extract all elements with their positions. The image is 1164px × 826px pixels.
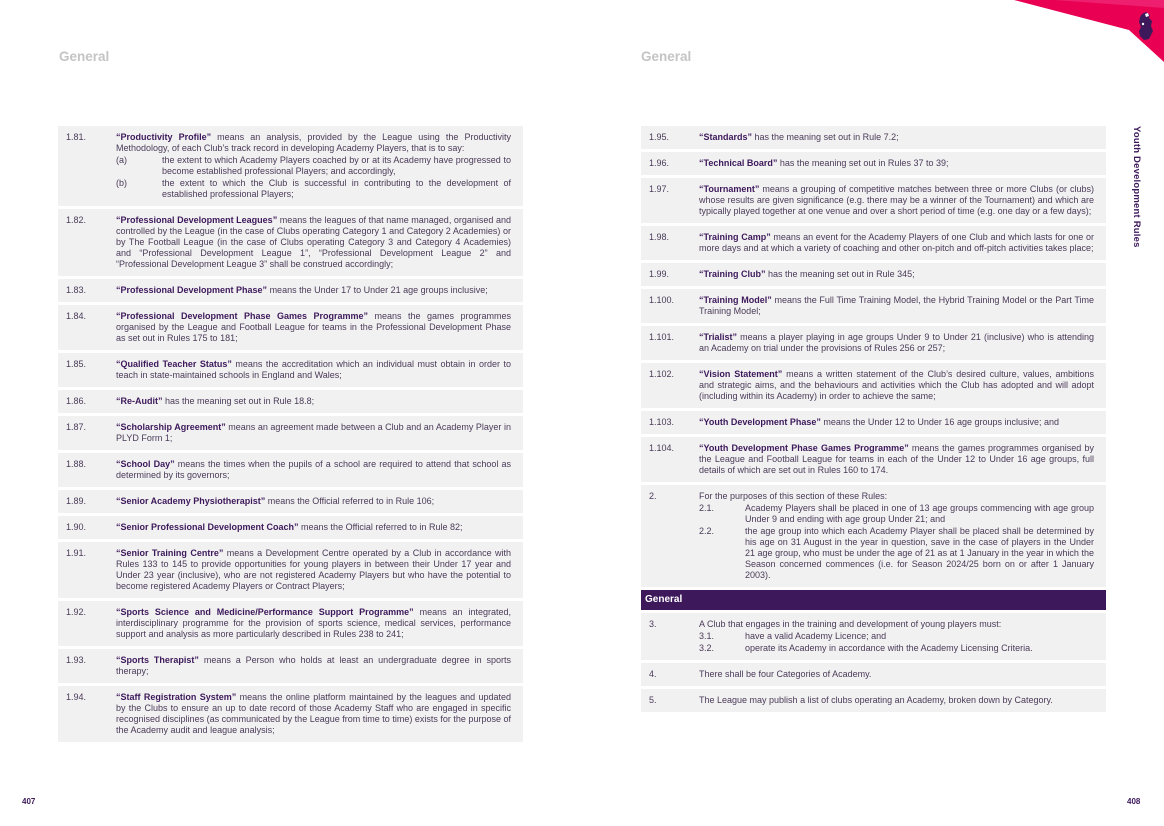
definition-text: means the Under 17 to Under 21 age groups inclusive; — [267, 285, 488, 295]
rule-text — [116, 285, 511, 296]
sub-clause-number: 3.1. — [699, 631, 715, 641]
rule-number: 1.90. — [66, 522, 87, 532]
definition-text: means the Full Time Training Model, the Hybrid Training Model or the Part Time Training Model; — [699, 295, 1094, 316]
rule-number: 3. — [649, 619, 657, 629]
definition-text: means a player playing in age groups Under 9 to Under 21 (inclusive) who is attending an Academy on trial under the provisions of Rules 256 or 257; — [699, 332, 1094, 353]
rule-row — [58, 353, 523, 387]
rule-number: 4. — [649, 669, 657, 679]
rule-text — [699, 295, 1094, 317]
rule-number: 1.85. — [66, 359, 87, 369]
rule-body — [699, 295, 1094, 317]
rule-row — [641, 689, 1106, 712]
rule-number: 1.104. — [649, 443, 675, 453]
sub-clause — [699, 526, 1094, 581]
definition-text: means the Official referred to in Rule 82; — [298, 522, 463, 532]
rule-text — [116, 692, 511, 736]
definition-text: means a written statement of the Club’s desired culture, values, ambitions and strategic aims, and the behaviours and activities which the Club has adopted and will adopt (including within its Academy) in order to achieve the same; — [699, 369, 1094, 401]
rule-number: 1.97. — [649, 184, 670, 194]
rule-text — [116, 132, 511, 200]
rule-row — [641, 411, 1106, 434]
defined-term: “Senior Academy Physiotherapist” — [116, 496, 266, 506]
rule-row — [641, 226, 1106, 260]
sub-clause — [116, 178, 511, 200]
rule-text — [116, 311, 511, 344]
defined-term: “Standards” — [699, 132, 753, 142]
rule-text — [699, 417, 1094, 428]
left-column — [58, 126, 523, 745]
definition-text: means the online platform maintained by the leagues and updated by the Clubs to ensure an up to date record of those Academy Staff who are engaged in specific recognised disciplines (as communicated by the League from time to time) exists for the purpose of the Academy audit and league analysis; — [116, 692, 511, 735]
sub-clause-number: 3.2. — [699, 643, 715, 653]
rule-row — [58, 416, 523, 450]
defined-term: “Staff Registration System” — [116, 692, 237, 702]
rule-row — [58, 390, 523, 413]
rule-row — [641, 263, 1106, 286]
sub-clause — [116, 155, 511, 177]
definition-text: means the Under 12 to Under 16 age groups inclusive; and — [820, 417, 1060, 427]
definition-text: The League may publish a list of clubs operating an Academy, broken down by Category. — [699, 695, 1053, 705]
defined-term: “Trialist” — [699, 332, 738, 342]
rule-text — [699, 369, 1094, 402]
rule-number: 1.88. — [66, 459, 87, 469]
sub-clause-text: the extent to which Academy Players coached by or at its Academy have progressed to become established professional Players; and accordingly, — [162, 155, 511, 176]
rule-body — [116, 215, 511, 270]
rule-body — [699, 184, 1094, 217]
rule-text — [699, 158, 1094, 169]
rule-number: 1.98. — [649, 232, 670, 242]
rule-body — [699, 619, 1094, 630]
rule-row — [58, 516, 523, 539]
defined-term: “Tournament” — [699, 184, 760, 194]
rule-number: 1.86. — [66, 396, 87, 406]
rule-body — [116, 496, 511, 507]
rule-text — [116, 459, 511, 481]
rule-text — [699, 619, 1094, 654]
definition-text: means the accreditation which an individual must obtain in order to teach in state-maintained schools in England and Wales; — [116, 359, 511, 380]
definition-text: For the purposes of this section of these Rules: — [699, 491, 888, 501]
rule-number: 1.81. — [66, 132, 87, 142]
rule-body — [699, 369, 1094, 402]
defined-term: “Professional Development Phase” — [116, 285, 268, 295]
defined-term: “Training Club” — [699, 269, 766, 279]
rule-text — [699, 132, 1094, 143]
definition-text: means an analysis, provided by the League using the Productivity Methodology, of each Club’s track record in developing Academy Players, that is to say: — [116, 132, 511, 153]
rule-body — [116, 422, 511, 444]
rule-body — [116, 548, 511, 592]
rule-text — [699, 332, 1094, 354]
rule-row — [641, 363, 1106, 408]
sub-clause-number: 2.1. — [699, 503, 715, 513]
rule-row — [58, 305, 523, 350]
defined-term: “Youth Development Phase” — [699, 417, 821, 427]
rule-body — [116, 692, 511, 736]
rule-text — [116, 522, 511, 533]
definition-text: has the meaning set out in Rule 7.2; — [752, 132, 899, 142]
corner-banner — [1014, 0, 1164, 70]
definition-text: means the leagues of that name managed, organised and controlled by the League (in the case of Clubs operating Category 1 and Category 2 Academies) or by The Football League (in the case of Clubs operating Category 3 and Category 4 Academies) and “Professional Development League 1”, “Professional Development League 2” and “Professional Development League 3” shall be construed accordingly; — [116, 215, 512, 269]
rule-text — [116, 359, 511, 381]
rule-body — [699, 158, 1094, 169]
rule-body — [116, 359, 511, 381]
rule-body — [116, 655, 511, 677]
rule-body — [116, 285, 511, 296]
rule-row — [641, 326, 1106, 360]
sub-clause-text: Academy Players shall be placed in one of 13 age groups commencing with age group Under 9 and ending with age group Under 21; and — [745, 503, 1094, 524]
rule-body — [116, 396, 511, 407]
defined-term: “Professional Development Phase Games Programme” — [116, 311, 369, 321]
definition-text: has the meaning set out in Rules 37 to 39; — [777, 158, 949, 168]
rule-text — [116, 496, 511, 507]
sub-clause-text: the age group into which each Academy Player shall be placed shall be determined by his age on 31 August in the year in question, save in the case of players in the Under 21 age group, who must be under the age of 21 as at 1 January in the year in which the Season concerned commences (i.e. for Season 2024/25 born on or after 1 January 2003). — [745, 526, 1094, 580]
rule-number: 1.93. — [66, 655, 87, 665]
rule-text — [699, 232, 1094, 254]
rule-number: 1.95. — [649, 132, 670, 142]
rule-number: 1.101. — [649, 332, 675, 342]
rule-body — [116, 311, 511, 344]
rule-number: 1.99. — [649, 269, 670, 279]
rule-row — [641, 178, 1106, 223]
rule-body — [116, 607, 511, 640]
definition-text: means the times when the pupils of a school are required to attend that school as determined by its governors; — [116, 459, 511, 480]
sub-clause — [699, 631, 1094, 642]
page-number-left: 407 — [22, 797, 36, 806]
rule-row — [641, 152, 1106, 175]
definition-text: means a grouping of competitive matches between three or more Clubs (or clubs) whose results are given significance (e.g. there may be a winner of the Tournament) and which are typically played together at one venue and over a short period of time (e.g. one day or a few days); — [699, 184, 1094, 216]
rule-body — [699, 332, 1094, 354]
defined-term: “Qualified Teacher Status” — [116, 359, 232, 369]
rule-body — [699, 232, 1094, 254]
rule-number: 1.96. — [649, 158, 670, 168]
definition-text: has the meaning set out in Rule 345; — [765, 269, 915, 279]
rule-text — [699, 443, 1094, 476]
rule-number: 1.92. — [66, 607, 87, 617]
rule-row — [641, 289, 1106, 323]
defined-term: “Productivity Profile” — [116, 132, 212, 142]
defined-term: “Re-Audit” — [116, 396, 163, 406]
rule-text — [116, 215, 511, 270]
rule-number: 5. — [649, 695, 657, 705]
rule-body — [116, 132, 511, 154]
sub-clause — [699, 643, 1094, 654]
sub-clause-number: (b) — [116, 178, 127, 188]
defined-term: “Youth Development Phase Games Programme” — [699, 443, 909, 453]
rule-text — [699, 491, 1094, 581]
rule-text — [116, 607, 511, 640]
defined-term: “School Day” — [116, 459, 175, 469]
defined-term: “Sports Therapist” — [116, 655, 199, 665]
rule-text — [116, 396, 511, 407]
defined-term: “Training Model” — [699, 295, 772, 305]
defined-term: “Professional Development Leagues” — [116, 215, 278, 225]
definition-text: means an event for the Academy Players of one Club and which lasts for one or more days and at which a variety of coaching and other on-pitch and off-pitch activities takes place; — [699, 232, 1094, 253]
rule-row — [58, 209, 523, 276]
rule-number: 1.94. — [66, 692, 87, 702]
rule-row — [641, 126, 1106, 149]
defined-term: “Senior Training Centre” — [116, 548, 224, 558]
rule-row — [58, 649, 523, 683]
definition-text: means a Person who holds at least an undergraduate degree in sports therapy; — [116, 655, 511, 676]
rule-text — [699, 695, 1094, 706]
rule-number: 1.102. — [649, 369, 675, 379]
defined-term: “Sports Science and Medicine/Performance Support Programme” — [116, 607, 414, 617]
sub-clause-text: operate its Academy in accordance with the Academy Licensing Criteria. — [745, 643, 1033, 653]
definition-text: means an integrated, interdisciplinary programme for the provision of sports science, medical services, performance support and analysis as more particularly described in Rules 238 to 241; — [116, 607, 512, 639]
defined-term: “Training Camp” — [699, 232, 771, 242]
rule-number: 1.83. — [66, 285, 87, 295]
rule-row — [58, 279, 523, 302]
rule-body — [699, 695, 1094, 706]
rule-row — [641, 485, 1106, 587]
rule-number: 1.87. — [66, 422, 87, 432]
page-number-right: 408 — [1127, 797, 1141, 806]
rule-number: 1.82. — [66, 215, 87, 225]
defined-term: “Senior Professional Development Coach” — [116, 522, 299, 532]
rule-row — [58, 490, 523, 513]
rule-row — [58, 453, 523, 487]
rule-number: 1.100. — [649, 295, 675, 305]
definition-text: means the games programmes organised by the League and Football League for teams in each of the Under 12 to Under 16 age groups, full details of which are set out in Rules 160 to 174. — [699, 443, 1094, 475]
definition-text: A Club that engages in the training and development of young players must: — [699, 619, 1002, 629]
side-title: Youth Development Rules — [1131, 126, 1142, 248]
rule-text — [699, 269, 1094, 280]
rule-body — [699, 417, 1094, 428]
sub-clause — [699, 503, 1094, 525]
right-column — [641, 126, 1106, 715]
rule-body — [699, 669, 1094, 680]
rule-body — [699, 443, 1094, 476]
rule-row — [58, 601, 523, 646]
sub-clause-number: 2.2. — [699, 526, 715, 536]
page-header-right: General — [641, 49, 692, 64]
definition-text: There shall be four Categories of Academy. — [699, 669, 872, 679]
rule-number: 1.89. — [66, 496, 87, 506]
rule-body — [699, 491, 1094, 502]
section-heading-general: General — [641, 590, 1106, 610]
defined-term: “Technical Board” — [699, 158, 778, 168]
sub-clause-text: the extent to which the Club is successful in contributing to the development of established professional Players; — [162, 178, 511, 199]
rule-text — [116, 655, 511, 677]
rule-text — [116, 548, 511, 592]
definition-text: means the Official referred to in Rule 106; — [265, 496, 435, 506]
rule-row — [58, 542, 523, 598]
rule-body — [116, 522, 511, 533]
rule-body — [699, 132, 1094, 143]
rule-row — [641, 663, 1106, 686]
rule-number: 1.91. — [66, 548, 87, 558]
defined-term: “Vision Statement” — [699, 369, 783, 379]
rule-row — [641, 437, 1106, 482]
definition-text: means an agreement made between a Club and an Academy Player in PLYD Form 1; — [116, 422, 511, 443]
rule-text — [699, 184, 1094, 217]
rule-row — [58, 126, 523, 206]
sub-clause-text: have a valid Academy Licence; and — [745, 631, 887, 641]
rule-number: 2. — [649, 491, 657, 501]
rule-text — [116, 422, 511, 444]
definition-text: means a Development Centre operated by a Club in accordance with Rules 133 to 145 to provide opportunities for young players in between their Under 17 year and Under 23 year (inclusive), who are not registered Academy Players but who have the potential to become registered Academy Players or Contract Players; — [116, 548, 511, 591]
rule-body — [116, 459, 511, 481]
rule-row — [641, 613, 1106, 660]
definition-text: has the meaning set out in Rule 18.8; — [162, 396, 315, 406]
rule-row — [58, 686, 523, 742]
rule-number: 1.103. — [649, 417, 675, 427]
rule-body — [699, 269, 1094, 280]
rule-text — [699, 669, 1094, 680]
page-header-left: General — [59, 49, 110, 64]
rule-number: 1.84. — [66, 311, 87, 321]
sub-clause-number: (a) — [116, 155, 127, 165]
definition-text: means the games programmes organised by the League and Football League for teams in the Professional Development Phase as set out in Rules 175 to 181; — [116, 311, 511, 343]
defined-term: “Scholarship Agreement” — [116, 422, 226, 432]
